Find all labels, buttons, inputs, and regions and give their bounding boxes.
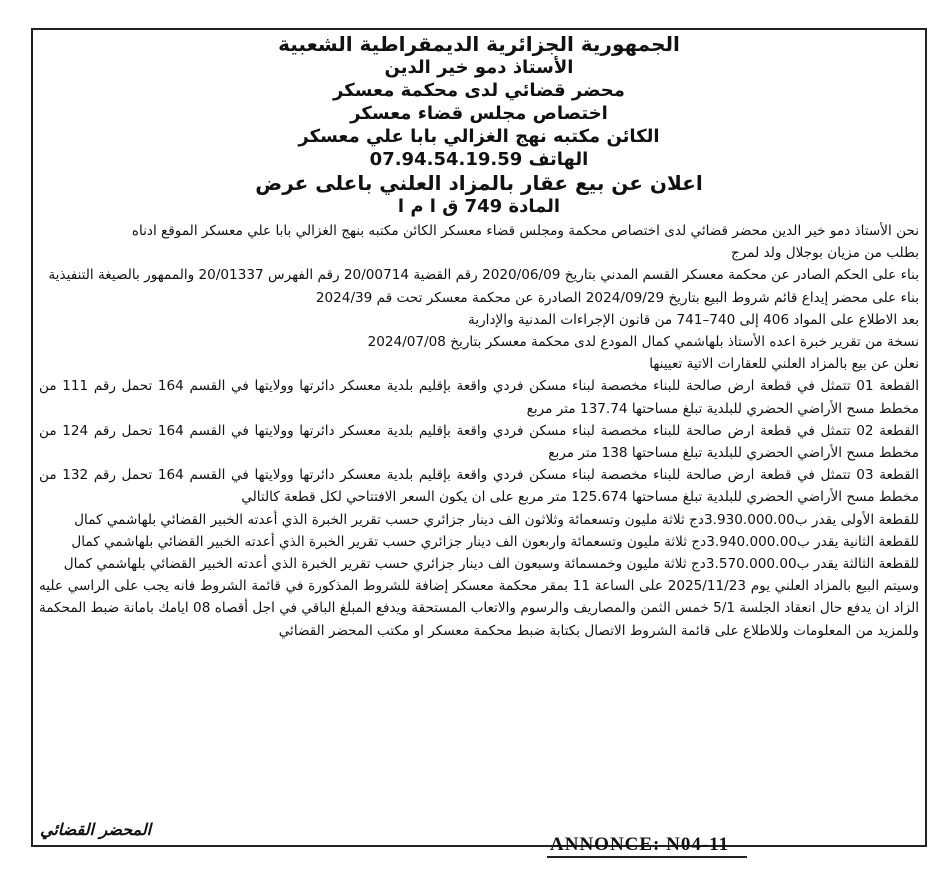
phone-line (33, 148, 925, 171)
deposit-paragraph: بناء على محضر إيداع قائم شروط البيع بتاريخ 2024/09/29 الصادرة عن محكمة معسكر تحت قم 2024/39 (315, 289, 919, 306)
signature-label: المحضر القضائي (40, 820, 152, 839)
office-address: الكائن مكتبه نهج الغزالي بابا علي معسكر (298, 126, 660, 147)
phone-label: الهاتف (528, 149, 589, 170)
judgment-paragraph: بناء على الحكم الصادر عن محكمة معسكر القسم المدني بتاريخ 2020/06/09 رقم القضية 20/00714 رقم الفهرس 20/01337 والممهور بالصيغة التنفيذية (48, 267, 919, 284)
requester-paragraph: بطلب من مزيان بوجلال ولد لمرج (730, 245, 919, 262)
phone-number: 07.94.54.19.59 (369, 149, 523, 170)
announcement-frame (31, 28, 927, 847)
intro-paragraph: نحن الأستاذ دمو خير الدين محضر قضائي لدى اختصاص محكمة ومجلس قضاء معسكر الكائن مكتبه بنهج الغزالي بابا علي معسكر الموقع ادناه (131, 223, 919, 239)
announcement-body (39, 220, 919, 642)
bailiff-title: محضر قضائي لدى محكمة معسكر (333, 80, 625, 101)
announcement-title: اعلان عن بيع عقار بالمزاد العلني باعلى عرض (255, 171, 703, 195)
price-1-paragraph: للقطعة الأولى يقدر ب3.930.000.00دج ثلاثة مليون وتسعمائة وثلاثون الف دينار جزائري حسب تقرير الخبرة الذي أعدته الخبير القضائي بلهاشمي كمال (74, 511, 919, 528)
price-3-paragraph: للقطعة الثالثة يقدر ب3.570.000.00دج ثلاثة مليون وخمسمائة وسبعون الف دينار جزائري حسب تقرير الخبرة الذي أعدته الخبير القضائي بلهاشمي كمال (63, 556, 919, 573)
sale-intro-paragraph: نعلن عن بيع بالمزاد العلني للعقارات الاتية تعيينها (649, 356, 919, 373)
bailiff-name: الأستاذ دمو خير الدين (384, 57, 574, 78)
lot-1-paragraph: القطعة 01 تتمثل في قطعة ارض صالحة للبناء مخصصة لبناء مسكن فردي واقعة بإقليم بلدية معسكر دائرتها وولايتها في القسم 164 تحمل رقم 111 من مخطط مسح الأراضي الحضري للبلدية تبلغ مساحتها 137.74 متر مربع (39, 378, 919, 417)
expertise-paragraph: نسخة من تقرير خبرة اعده الأستاذ بلهاشمي كمال المودع لدى محكمة معسكر بتاريخ 2024/07/08 (367, 334, 919, 351)
lot-3-paragraph: القطعة 03 تتمثل في قطعة ارض صالحة للبناء مخصصة لبناء مسكن فردي واقعة بإقليم بلدية معسكر دائرتها وولايتها في القسم 164 تحمل رقم 132 من مخطط مسح الأراضي الحضري للبلدية تبلغ مساحتها 125.674 متر مربع على ان يكون السعر الافتتاحي لكل قطعة كالتالي (39, 467, 919, 506)
annonce-underline (547, 856, 747, 858)
lot-2-paragraph: القطعة 02 تتمثل في قطعة ارض صالحة للبناء مخصصة لبناء مسكن فردي واقعة بإقليم بلدية معسكر دائرتها وولايتها في القسم 164 تحمل رقم 124 من مخطط مسح الأراضي الحضري للبلدية تبلغ مساحتها 138 متر مربع (39, 422, 919, 462)
price-2-paragraph: للقطعة الثانية يقدر ب3.940.000.00دج ثلاثة مليون وتسعمائة واربعون الف دينار جزائري حسب تقرير الخبرة الذي أعدته الخبير القضائي بلهاشمي كمال (71, 533, 919, 550)
article-reference: المادة 749 ق ا م ا (397, 196, 561, 217)
jurisdiction: اختصاص مجلس قضاء معسكر (350, 103, 608, 124)
law-paragraph: بعد الاطلاع على المواد 406 إلى 740–741 من قانون الإجراءات المدنية والإدارية (468, 311, 919, 328)
republic-title: الجمهورية الجزائرية الديمقراطية الشعبية (278, 32, 680, 56)
sale-terms-paragraph: وسيتم البيع بالمزاد العلني يوم 2025/11/23 على الساعة 11 بمقر محكمة معسكر إضافة للشروط المذكورة في قائمة الشروط فانه يجب على الراسي عليه الزاد ان يدفع حال انعقاد الجلسة 5/1 خمس الثمن والمصاريف والرسوم والاتعاب المستحقة ويدفع المبلغ الباقي في اجل أقصاه 08 ايامك بامانة ضبط المحكمة وللمزيد من المعلومات وللاطلاع على قائمة الشروط الاتصال بكتابة ضبط محكمة معسكر او مكتب المحضر القضائي (39, 578, 919, 639)
header-block (33, 32, 925, 218)
annonce-number: ANNONCE: N04-11 (550, 834, 730, 855)
